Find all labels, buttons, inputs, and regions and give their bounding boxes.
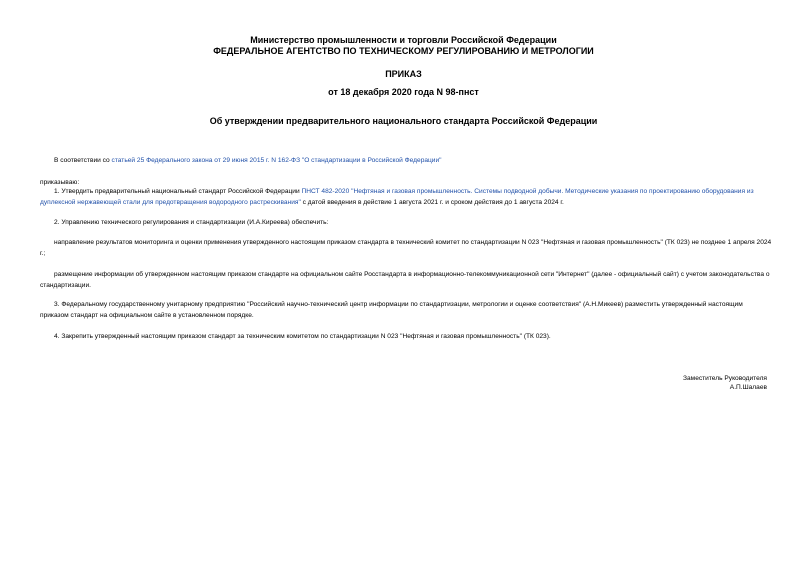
date-number-heading: от 18 декабря 2020 года N 98-пнст bbox=[328, 87, 479, 97]
standard-link[interactable]: ПНСТ 482-2020 "Нефтяная и газовая промышленность. Системы подводной добычи. Методические указания по проектированию оборудования из дуплексной нержавеющей стали для предотвращения водородного растрескивания" bbox=[40, 188, 754, 206]
item-4-paragraph: 4. Закрепить утвержденный настоящим приказом стандарт за техническим комитетом по стандартизации N 023 "Нефтяная и газовая промышленность" (ТК 023). bbox=[54, 333, 551, 340]
item-3-paragraph: 3. Федеральному государственному унитарному предприятию "Российский научно-технический центр информации по стандартизации, метрологии и оценке соответствия" (А.Н.Микеев) разместить утвержденный настоящим приказом стандарт на официальном сайте в установленном порядке. bbox=[40, 301, 743, 319]
item-2a-paragraph: направление результатов мониторинга и оценки применения утвержденного настоящим приказом стандарта в технический комитет по стандартизации N 023 "Нефтяная и газовая промышленность" (ТК 023) не позднее 1 апреля 2024 г.; bbox=[40, 239, 772, 257]
agency-heading: ФЕДЕРАЛЬНОЕ АГЕНТСТВО ПО ТЕХНИЧЕСКОМУ РЕГУЛИРОВАНИЮ И МЕТРОЛОГИИ bbox=[213, 46, 594, 56]
item-1-suffix: с датой введения в действие 1 августа 2021 г. и сроком действия до 1 августа 2024 г. bbox=[300, 199, 564, 206]
subject-heading: Об утверждении предварительного национального стандарта Российской Федерации bbox=[209, 116, 598, 126]
ministry-heading: Министерство промышленности и торговли Российской Федерации bbox=[250, 35, 557, 45]
federal-law-link[interactable]: статьей 25 Федерального закона от 29 июня 2015 г. N 162-ФЗ "О стандартизации в Российской Федерации" bbox=[111, 157, 442, 164]
document-type-heading: ПРИКАЗ bbox=[385, 69, 422, 79]
item-1-prefix: 1. Утвердить предварительный национальный стандарт Российской Федерации bbox=[54, 188, 302, 195]
item-1-paragraph bbox=[40, 186, 772, 208]
item-2b-paragraph: размещение информации об утвержденном настоящим приказом стандарте на официальном сайте Росстандарта в информационно-телекоммуникационной сети "Интернет" (далее - официальный сайт) с учетом законодательства о стандартизации. bbox=[40, 271, 770, 289]
legal-basis-prefix: В соответствии со bbox=[54, 157, 112, 164]
legal-basis-paragraph bbox=[54, 155, 774, 166]
signatory-name: А.П.Шалаев bbox=[729, 384, 767, 391]
item-2-paragraph: 2. Управлению технического регулирования и стандартизации (И.А.Киреева) обеспечить: bbox=[54, 219, 329, 226]
signatory-title: Заместитель Руководителя bbox=[683, 375, 767, 382]
order-word: приказываю: bbox=[40, 179, 80, 186]
